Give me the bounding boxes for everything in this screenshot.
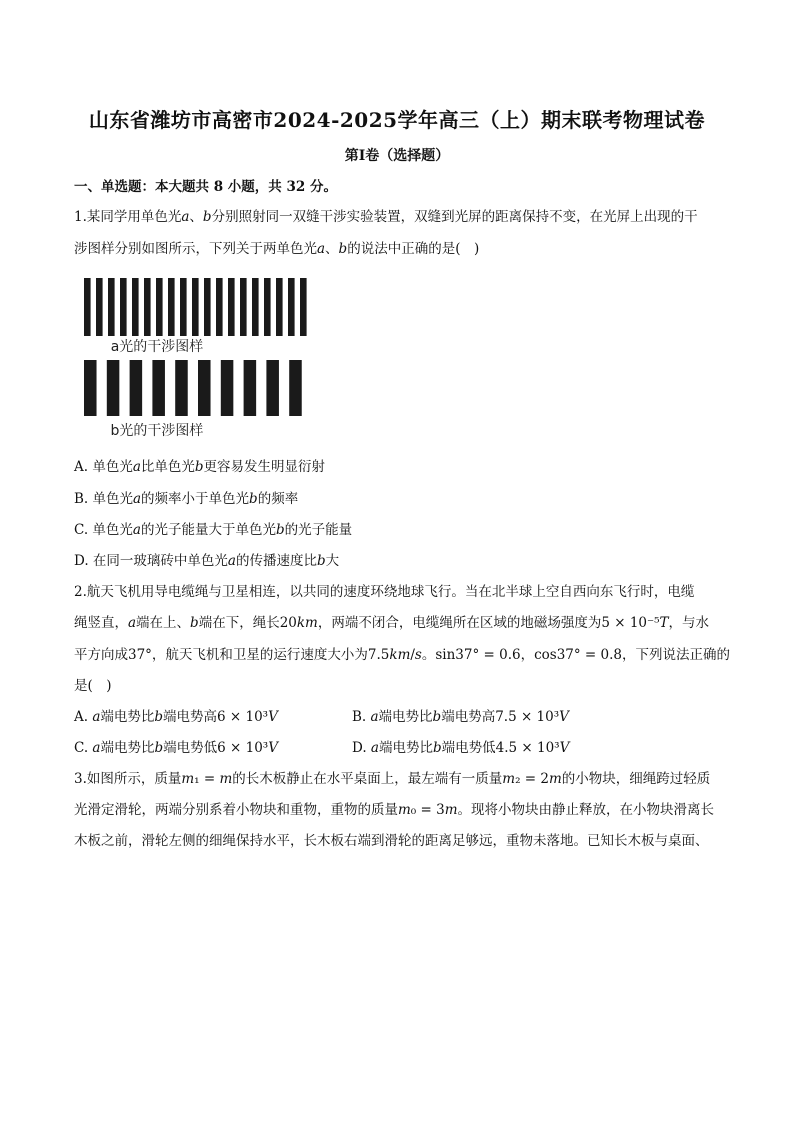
q2-stem-line-2: 绳竖直，𝑎端在上、𝑏端在下，绳长20𝑘𝑚，两端不闭合，电缆绳所在区域的地磁场强度为5 × 10⁻⁵𝑇，与水 xyxy=(74,615,710,631)
a-pattern-bright-fringe xyxy=(271,278,276,336)
a-pattern-bright-fringe xyxy=(127,278,132,336)
b-pattern-bright-fringe xyxy=(97,360,107,416)
interference-figure xyxy=(84,274,312,444)
a-pattern-bright-fringe xyxy=(259,278,264,336)
a-pattern-bright-fringe xyxy=(283,278,288,336)
a-pattern-bright-fringe xyxy=(247,278,252,336)
a-pattern-bright-fringe xyxy=(187,278,192,336)
q2-option-d: D. 𝑎端电势比𝑏端电势低4.5 × 10³𝑉 xyxy=(352,740,570,756)
q2-option-b: B. 𝑎端电势比𝑏端电势高7.5 × 10³𝑉 xyxy=(352,709,569,725)
q2-option-a: A. 𝑎端电势比𝑏端电势高6 × 10³𝑉 xyxy=(74,709,278,725)
a-pattern-bright-fringe xyxy=(295,278,300,336)
q2-stem-line-1: 2.航天飞机用导电缆绳与卫星相连，以共同的速度环绕地球飞行。当在北半球上空自西向东飞行时，电缆 xyxy=(74,584,695,600)
page-subtitle: 第Ⅰ卷（选择题） xyxy=(344,148,450,164)
q2-option-c: C. 𝑎端电势比𝑏端电势低6 × 10³𝑉 xyxy=(74,740,278,756)
b-pattern-label: b光的干涉图样 xyxy=(110,423,204,439)
b-pattern-bright-fringe xyxy=(188,360,198,416)
a-pattern-bright-fringe xyxy=(151,278,156,336)
q3-stem-line-3: 木板之前，滑轮左侧的细绳保持水平，长木板右端到滑轮的距离足够远，重物未落地。已知长木板与桌面、 xyxy=(74,833,709,849)
b-pattern-bright-fringe xyxy=(302,360,312,416)
q1-option-c: C. 单色光𝑎的光子能量大于单色光𝑏的光子能量 xyxy=(74,522,353,538)
b-interference-pattern xyxy=(84,360,312,416)
a-pattern-bright-fringe xyxy=(91,278,96,336)
b-pattern-bright-fringe xyxy=(142,360,152,416)
a-pattern-bright-fringe xyxy=(211,278,216,336)
b-pattern-bright-fringe xyxy=(211,360,221,416)
q1-stem-line-1: 1.某同学用单色光𝑎、𝑏分别照射同一双缝干涉实验装置，双缝到光屏的距离保持不变，在光屏上出现的干 xyxy=(74,209,698,225)
a-pattern-bright-fringe xyxy=(307,278,312,336)
a-pattern-bright-fringe xyxy=(223,278,228,336)
q1-option-b: B. 单色光𝑎的频率小于单色光𝑏的频率 xyxy=(74,491,299,507)
q3-stem-line-2: 光滑定滑轮，两端分别系着小物块和重物，重物的质量𝑚₀ = 3𝑚。现将小物块由静止释放，在小物块滑离长 xyxy=(74,802,714,818)
a-pattern-bright-fringe xyxy=(199,278,204,336)
section-heading: 一、单选题：本大题共 8 小题，共 32 分。 xyxy=(74,179,337,195)
b-pattern-bright-fringe xyxy=(233,360,243,416)
a-pattern-bright-fringe xyxy=(163,278,168,336)
b-pattern-bright-fringe xyxy=(279,360,289,416)
q1-stem-line-2: 涉图样分别如图所示，下列关于两单色光𝑎、𝑏的说法中正确的是( ) xyxy=(74,241,480,257)
q1-option-a: A. 单色光𝑎比单色光𝑏更容易发生明显衍射 xyxy=(74,459,326,475)
a-pattern-bright-fringe xyxy=(139,278,144,336)
q2-stem-line-4: 是( ) xyxy=(74,678,112,694)
q2-stem-line-3: 平方向成37°，航天飞机和卫星的运行速度大小为7.5𝑘𝑚/𝑠。sin37° = 0.6，cos37° = 0.8，下列说法正确的 xyxy=(74,647,730,663)
b-pattern-bright-fringe xyxy=(119,360,129,416)
q1-option-d: D. 在同一玻璃砖中单色光𝑎的传播速度比𝑏大 xyxy=(74,553,340,569)
a-pattern-bright-fringe xyxy=(103,278,108,336)
b-pattern-bright-fringe xyxy=(256,360,266,416)
a-pattern-bright-fringe xyxy=(115,278,120,336)
a-pattern-bright-fringe xyxy=(175,278,180,336)
a-pattern-bright-fringe xyxy=(235,278,240,336)
a-pattern-label: a光的干涉图样 xyxy=(110,339,204,355)
a-interference-pattern xyxy=(84,278,312,336)
page-title: 山东省潍坊市高密市2024-2025学年高三（上）期末联考物理试卷 xyxy=(88,108,706,132)
b-pattern-bright-fringe xyxy=(165,360,175,416)
q3-stem-line-1: 3.如图所示，质量𝑚₁ = 𝑚的长木板静止在水平桌面上，最左端有一质量𝑚₂ = 2𝑚的小物块，细绳跨过轻质 xyxy=(74,771,711,787)
